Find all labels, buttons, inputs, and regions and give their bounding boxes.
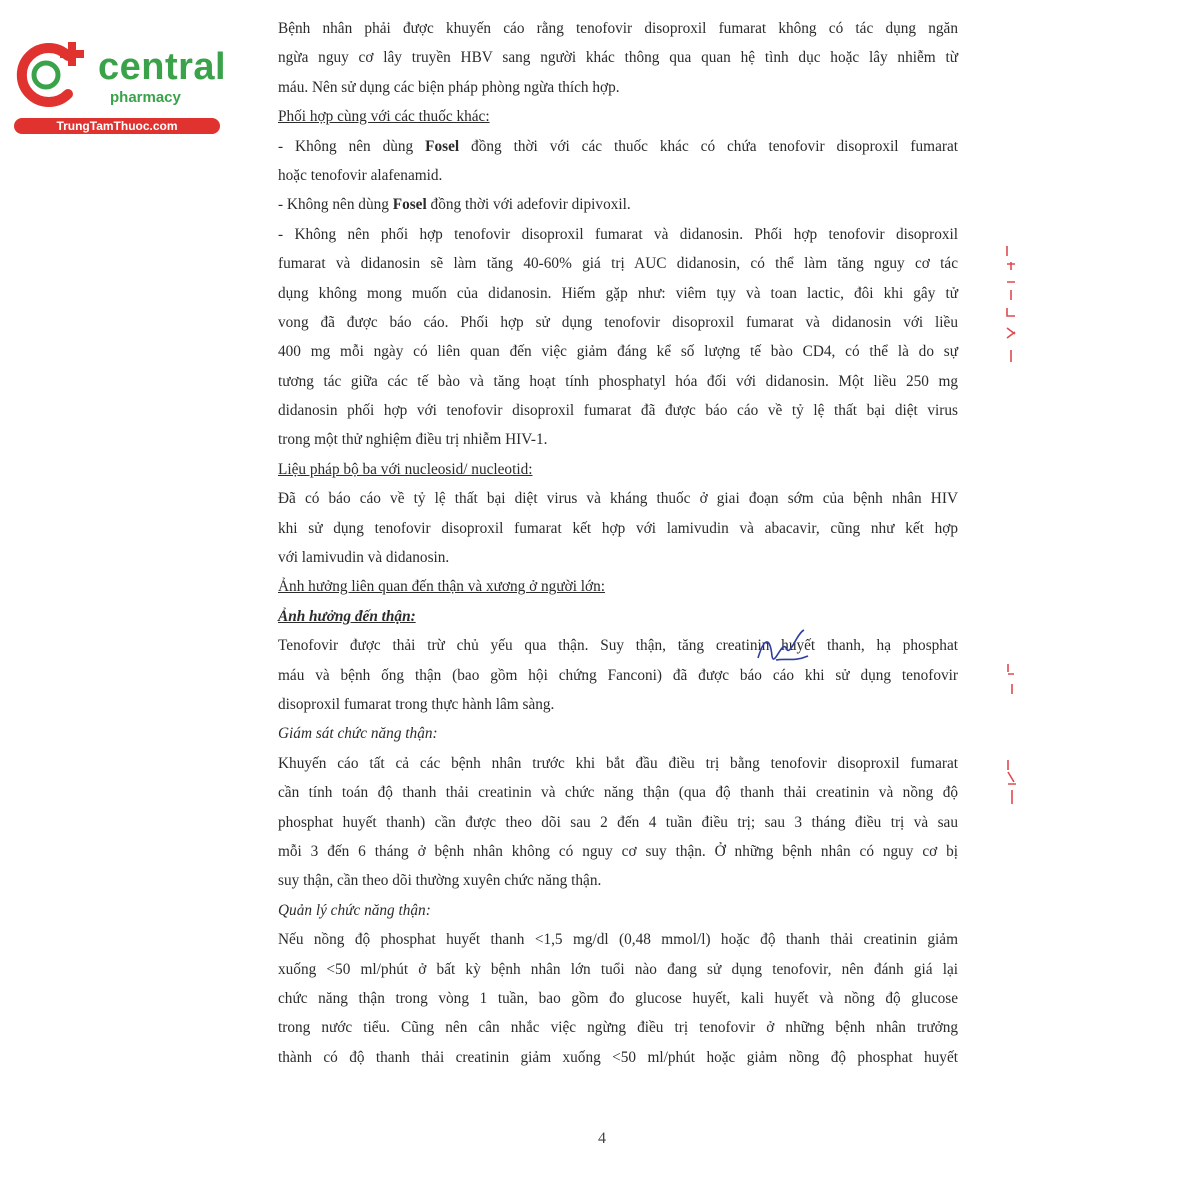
subsection-heading: Quản lý chức năng thận:: [278, 901, 431, 919]
subsection-heading: Giám sát chức năng thận:: [278, 725, 438, 743]
stamp-mark-upper: [1004, 242, 1022, 377]
text-line: - Không nên dùng Fosel đồng thời với adefovir dipivoxil.: [278, 196, 631, 214]
logo-brand-text: central: [98, 46, 227, 88]
logo-sub-text: pharmacy: [110, 89, 181, 106]
product-name: Fosel: [425, 137, 460, 155]
signature-scribble: [752, 628, 812, 676]
document-page: [278, 14, 958, 1072]
text-line: vong đã được báo cáo. Phối hợp sử dụng tenofovir disoproxil fumarat và didanosin với liều: [278, 313, 958, 331]
section-heading: Ảnh hưởng liên quan đến thận và xương ở người lớn:: [278, 578, 606, 596]
text-line: Khuyến cáo tất cả các bệnh nhân trước khi bắt đầu điều trị bằng tenofovir disoproxil fumarat: [278, 754, 958, 772]
text-line: fumarat và didanosin sẽ làm tăng 40-60% giá trị AUC didanosin, có thể làm tăng nguy cơ tác: [278, 255, 958, 273]
text-line: chức năng thận trong vòng 1 tuần, bao gồm đo glucose huyết, kali huyết và nồng độ glucose: [278, 989, 958, 1007]
text-line: hoặc tenofovir alafenamid.: [278, 166, 443, 184]
stamp-lower-icon: [1004, 660, 1018, 810]
page-number: 4: [598, 1130, 606, 1147]
text-line: - Không nên dùng Fosel đồng thời với các thuốc khác có chứa tenofovir disoproxil fumarat: [278, 137, 958, 155]
stamp-upper-icon: [1004, 242, 1018, 372]
text-line: với lamivudin và didanosin.: [278, 549, 450, 567]
text-line: khi sử dụng tenofovir disoproxil fumarat kết hợp với lamivudin và abacavir, cũng như kết hợp: [278, 519, 958, 537]
text-line: 400 mg mỗi ngày có liên quan đến việc giảm đáng kể số lượng tế bào CD4, có thể là do sự: [278, 343, 958, 361]
section-heading: Liệu pháp bộ ba với nucleosid/ nucleotid:: [278, 460, 533, 478]
text-line: tương tác giữa các tế bào và tăng hoạt tính phosphatyl hóa đối với didanosin. Một liều 250 mg: [278, 372, 958, 390]
text-line: Nếu nồng độ phosphat huyết thanh <1,5 mg/dl (0,48 mmol/l) hoặc độ thanh thải creatinin giảm: [278, 931, 958, 949]
text-line: Bệnh nhân phải được khuyến cáo rằng tenofovir disoproxil fumarat không có tác dụng ngăn: [278, 20, 958, 37]
text-line: trong một thử nghiệm điều trị nhiễm HIV-1.: [278, 431, 548, 449]
text-line: phosphat huyết thanh) cần được theo dõi sau 2 đến 4 tuần điều trị; sau 3 tháng điều trị và sau: [278, 813, 958, 831]
text-line: suy thận, cần theo dõi thường xuyên chức năng thận.: [278, 872, 602, 890]
product-name: Fosel: [392, 196, 427, 214]
section-heading: Phối hợp cùng với các thuốc khác:: [278, 108, 490, 126]
text-line: didanosin phối hợp với tenofovir disoproxil fumarat đã được báo cáo về tỷ lệ thất bại diệt virus: [278, 402, 958, 420]
central-pharmacy-c-cross-icon: [10, 38, 90, 108]
logo-url-badge: TrungTamThuoc.com: [14, 118, 220, 134]
text-line: mỗi 3 đến 6 tháng ở bệnh nhân không có nguy cơ suy thận. Ở những bệnh nhân có nguy cơ bị: [278, 842, 958, 860]
text-line: Đã có báo cáo về tỷ lệ thất bại diệt virus và kháng thuốc ở giai đoạn sớm của bệnh nhân HIV: [278, 490, 958, 508]
subsection-heading: Ảnh hưởng đến thận:: [278, 607, 416, 625]
text-line: thành có độ thanh thải creatinin giảm xuống <50 ml/phút hoặc giảm nồng độ phosphat huyết: [278, 1048, 958, 1066]
text-line: trong nước tiểu. Cũng nên cân nhắc việc ngừng điều trị tenofovir ở những bệnh nhân trưởng: [278, 1019, 958, 1037]
text-line: xuống <50 ml/phút ở bất kỳ bệnh nhân lớn tuổi nào đang sử dụng tenofovir, nên đánh giá lại: [278, 960, 958, 978]
text-line: Tenofovir được thải trừ chủ yếu qua thận. Suy thận, tăng creatinin huyết thanh, hạ phosphat: [278, 637, 958, 655]
text-line: ngừa nguy cơ lây truyền HBV sang người khác thông qua quan hệ tình dục hoặc lây nhiễm từ: [278, 49, 958, 67]
central-pharmacy-logo: [10, 36, 227, 136]
text-line: cần tính toán độ thanh thải creatinin và chức năng thận (qua độ thanh thải creatinin và nồng độ: [278, 784, 958, 802]
text-line: disoproxil fumarat trong thực hành lâm sàng.: [278, 695, 555, 713]
text-line: dụng không mong muốn của didanosin. Hiếm gặp như: viêm tụy và toan lactic, đôi khi gây tử: [278, 284, 958, 302]
stamp-mark-lower: [1004, 660, 1022, 815]
text-line: - Không nên phối hợp tenofovir disoproxil fumarat và didanosin. Phối hợp tenofovir disoproxil: [278, 225, 958, 243]
text-line: máu. Nên sử dụng các biện pháp phòng ngừa thích hợp.: [278, 78, 620, 96]
text-line: máu và bệnh ống thận (bao gồm hội chứng Fanconi) đã được báo cáo khi sử dụng tenofovir: [278, 666, 958, 684]
